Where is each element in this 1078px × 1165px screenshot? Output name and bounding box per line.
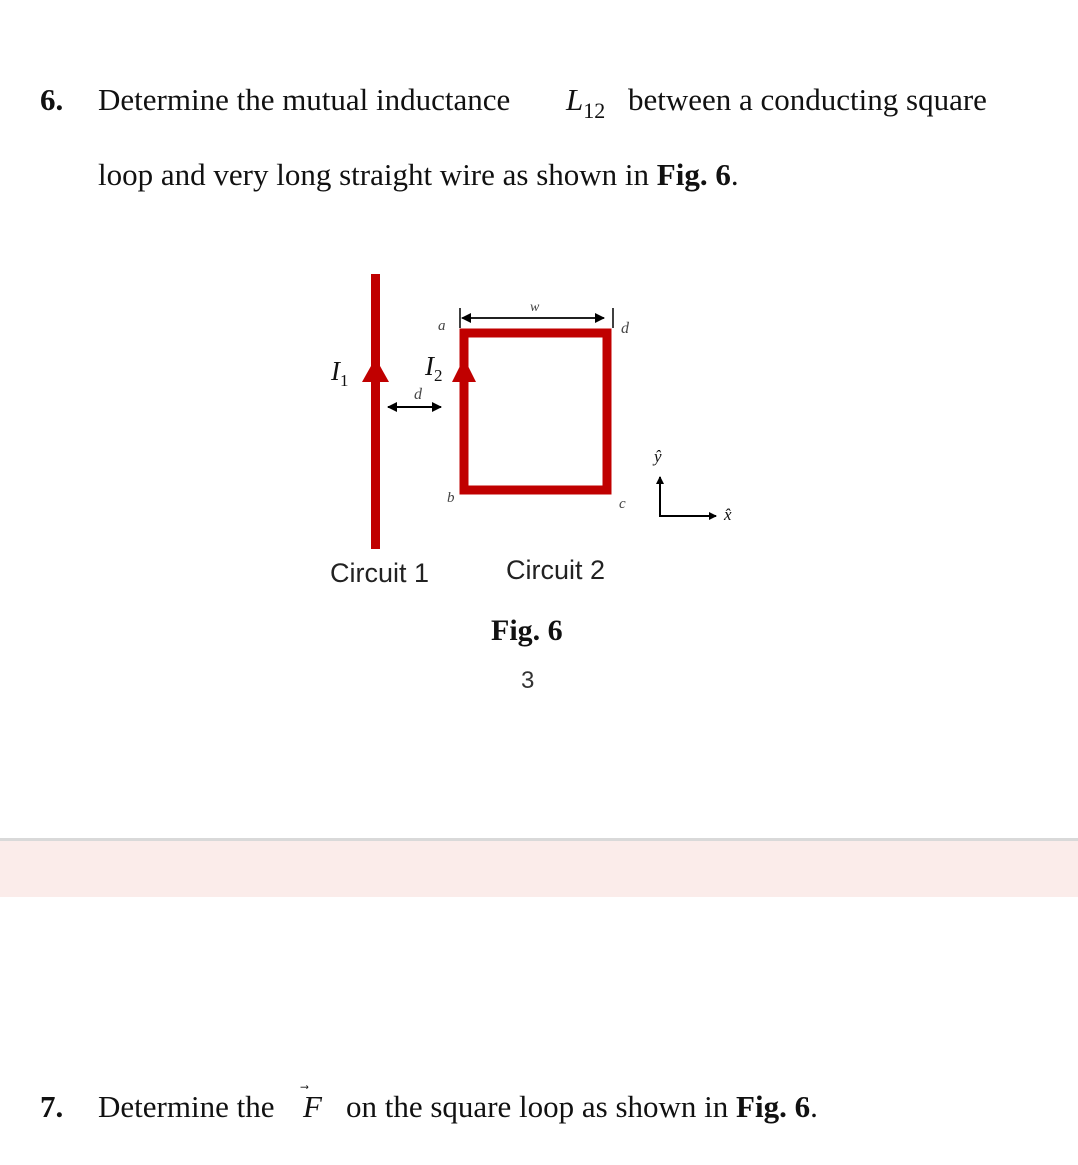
label-d-gap: d <box>414 386 422 403</box>
fig-6-reference: Fig. 6 <box>656 157 731 192</box>
question-6-line-2-text: loop and very long straight wire as shown in Fig. 6. <box>98 157 739 192</box>
current-1-arrow <box>362 358 389 382</box>
circuit-2-label: Circuit 2 <box>506 555 606 585</box>
y-axis-label: ŷ <box>654 447 662 466</box>
question-7-number: 7. <box>40 1089 64 1124</box>
mutual-inductance-symbol: $L_{12}$ <box>566 82 606 123</box>
label-b: b <box>447 490 455 506</box>
straight-wire <box>371 274 380 549</box>
question-7-text-end: on the square loop as shown in Fig. 6. <box>346 1089 818 1124</box>
figure-caption: Fig. 6 <box>491 614 563 647</box>
label-a: a <box>438 318 446 334</box>
label-w: w <box>530 300 540 315</box>
question-7-text-start: Determine the <box>98 1089 275 1124</box>
x-axis-label: x̂ <box>724 505 732 524</box>
question-6-text-end: between a conducting square <box>628 82 987 117</box>
page-number: 3 <box>521 667 535 694</box>
page-break-strip <box>0 838 1078 897</box>
fig-6-reference-q7: Fig. 6 <box>736 1089 811 1124</box>
question-6-number: 6. <box>40 82 64 117</box>
circuit-1-label: Circuit 1 <box>330 558 430 588</box>
force-vector-symbol: F <box>303 1089 322 1124</box>
label-d-corner: d <box>621 320 629 337</box>
current-1-label: $I_1$ <box>331 356 349 390</box>
question-6-text-start: Determine the mutual inductance <box>98 82 511 117</box>
current-2-label: $I_2$ <box>425 351 443 385</box>
current-2-arrow <box>452 358 476 382</box>
label-c: c <box>619 496 626 512</box>
square-loop <box>464 333 607 490</box>
